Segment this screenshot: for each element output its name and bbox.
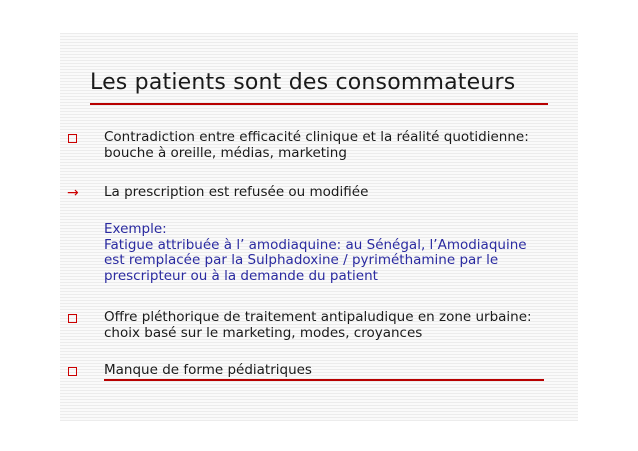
checkbox-bullet-icon xyxy=(68,134,77,143)
bullet-text-manque xyxy=(104,363,312,379)
example-line: est remplacée par la Sulphadoxine / pyriméthamine par le xyxy=(104,252,499,268)
bullet-line: La prescription est refusée ou modifiée xyxy=(104,184,369,200)
example-line: Fatigue attribuée à l’ amodiaquine: au Sénégal, l’Amodiaquine xyxy=(104,236,527,253)
bullet-line: bouche à oreille, médias, marketing xyxy=(104,144,347,161)
example-label: Exemple: xyxy=(104,221,167,237)
slide-title: Les patients sont des consommateurs xyxy=(90,70,516,95)
bullet-line: choix basé sur le marketing, modes, croyances xyxy=(104,324,423,341)
bullet-text-contradiction xyxy=(104,130,529,161)
title-underline xyxy=(90,103,548,105)
checkbox-bullet-icon xyxy=(68,314,77,323)
bullet-text-offre xyxy=(104,310,532,341)
bullet-line: Manque de forme pédiatriques xyxy=(104,362,312,378)
bullet-line: Contradiction entre efficacité clinique et la réalité quotidienne: xyxy=(104,129,529,145)
bullet-line: Offre pléthorique de traitement antipaludique en zone urbaine: xyxy=(104,309,532,325)
example-line: prescripteur ou à la demande du patient xyxy=(104,267,378,284)
bottom-underline xyxy=(104,379,544,381)
bullet-text-prescription xyxy=(104,185,368,201)
example-paragraph xyxy=(104,222,527,284)
checkbox-bullet-icon xyxy=(68,367,77,376)
arrow-right-icon: → xyxy=(67,185,79,201)
